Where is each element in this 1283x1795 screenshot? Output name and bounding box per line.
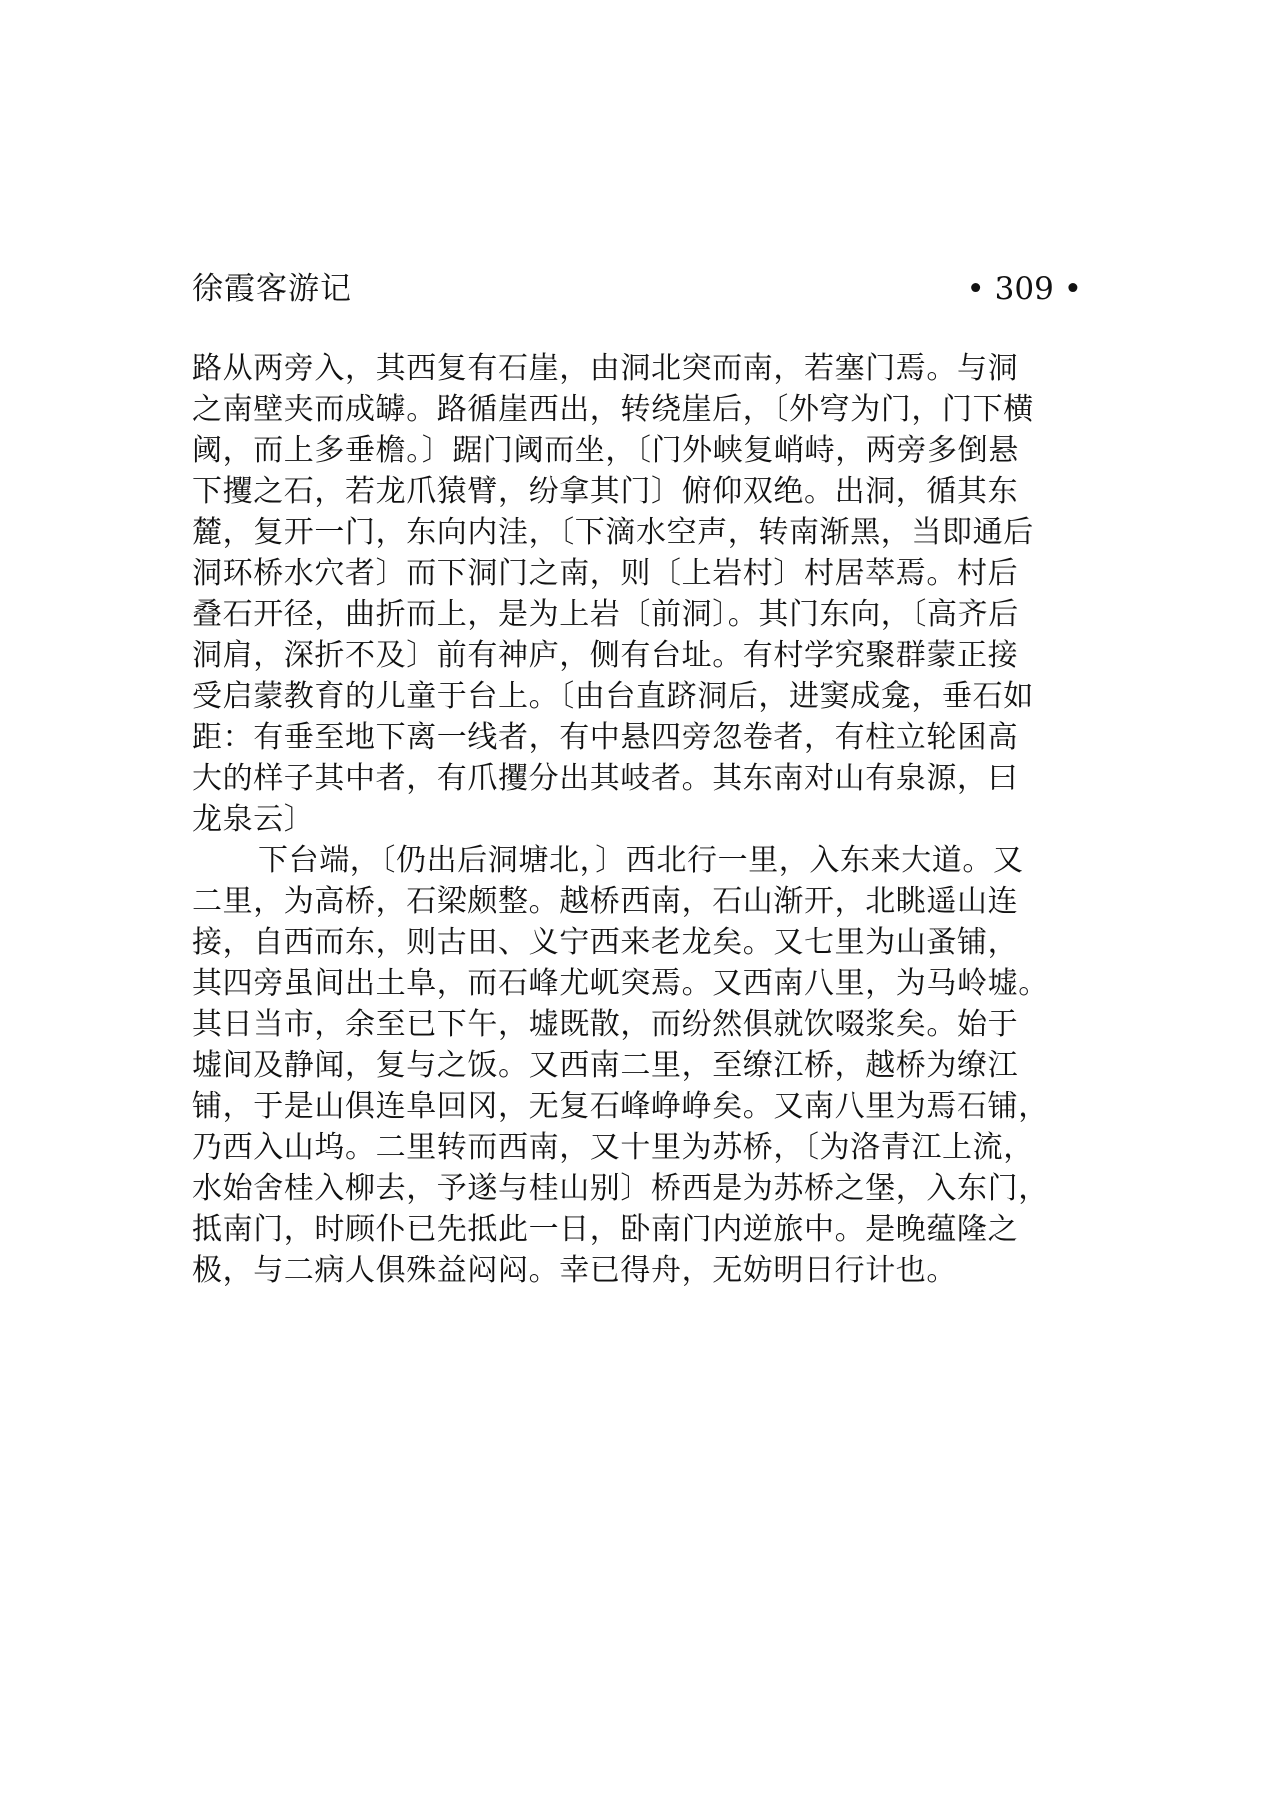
text-line: 接，自西而东，则古田、义宁西来老龙矣。又七里为山蚤铺， [192,925,1019,960]
book-title: 徐霞客游记 [192,271,352,307]
text-line: 受启蒙教育的儿童于台上。〔由台直跻洞后，进窦成龛，垂石如 [192,679,1034,714]
text-line: 洞环桥水穴者〕而下洞门之南，则〔上岩村〕村居萃焉。村后 [192,556,1019,591]
text-line: 大的样子其中者，有爪攫分出其岐者。其东南对山有泉源，曰 [192,761,1019,796]
text-line: 水始舍桂入柳去，予遂与桂山别〕桥西是为苏桥之堡，入东门， [192,1171,1049,1206]
text-line: 其四旁虽间出土阜，而石峰尤屼突焉。又西南八里，为马岭墟。 [192,966,1049,1001]
text-line: 抵南门，时顾仆已先抵此一日，卧南门内逆旅中。是晚蕴隆之 [192,1212,1019,1247]
text-line: 龙泉云〕 [192,802,315,837]
body-text [192,348,1092,1291]
text-line: 铺，于是山俱连阜回冈，无复石峰峥峥矣。又南八里为焉石铺， [192,1089,1049,1124]
text-line: 麓，复开一门，东向内洼，〔下滴水空声，转南渐黑，当即通后 [192,515,1034,550]
text-line: 下攫之石，若龙爪猿臂，纷拿其门〕俯仰双绝。出洞，循其东 [192,474,1019,509]
text-line: 之南壁夹而成罅。路循崖西出，转绕崖后，〔外穹为门，门下横 [192,392,1034,427]
text-line: 距：有垂至地下离一线者，有中悬四旁忽卷者，有柱立轮囷高 [192,720,1019,755]
text-line: 乃西入山坞。二里转而西南，又十里为苏桥，〔为洛青江上流， [192,1130,1034,1165]
paragraph-2 [192,840,1092,1291]
paragraph-1 [192,348,1092,840]
text-line: 其日当市，余至已下午，墟既散，而纷然俱就饮啜浆矣。始于 [192,1007,1019,1042]
text-line: 洞肩，深折不及〕前有神庐，侧有台址。有村学究聚群蒙正接 [192,638,1019,673]
text-line: 路从两旁入，其西复有石崖，由洞北突而南，若塞门焉。与洞 [192,351,1019,386]
text-line: 二里，为高桥，石梁颇整。越桥西南，石山渐开，北眺遥山连 [192,884,1019,919]
text-line: 极，与二病人俱殊益闷闷。幸已得舟，无妨明日行计也。 [192,1253,957,1288]
page-number: • 309 • [966,271,1082,307]
text-line: 阈，而上多垂檐。〕踞门阈而坐，〔门外峡复峭峙，两旁多倒悬 [192,433,1019,468]
text-line-indented: 下台端，〔仍出后洞塘北，〕西北行一里，入东来大道。又 [258,843,1024,878]
running-head [192,264,1082,314]
text-line: 墟间及静闻，复与之饭。又西南二里，至缭江桥，越桥为缭江 [192,1048,1019,1083]
text-line: 叠石开径，曲折而上，是为上岩〔前洞〕。其门东向，〔高齐后 [192,597,1019,632]
